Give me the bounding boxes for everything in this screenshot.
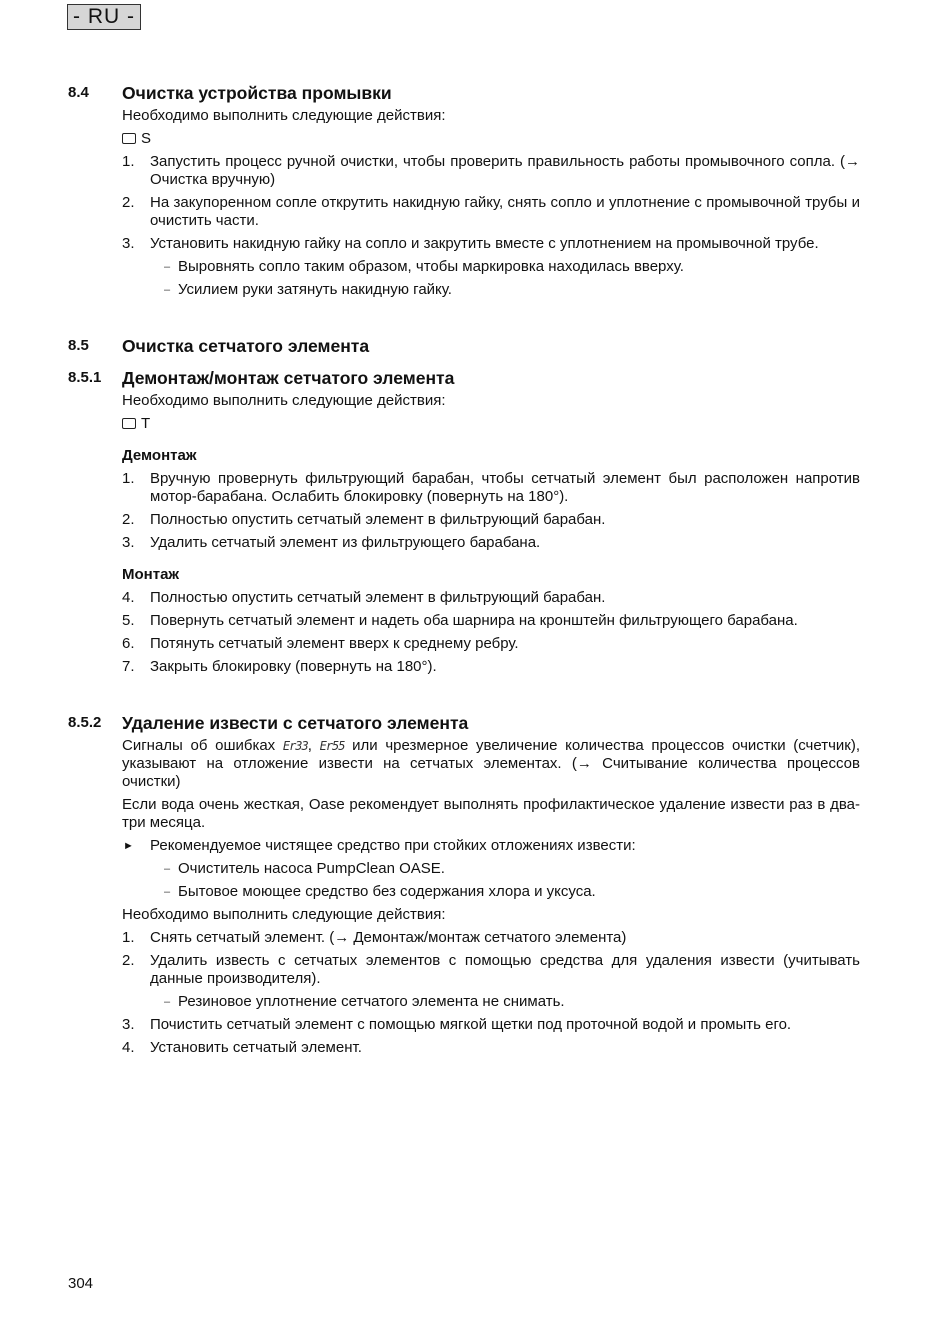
- list-item: 5. Повернуть сетчатый элемент и надеть оба шарнира на кронштейн фильтрующего барабана.: [122, 612, 798, 629]
- checkbox-label: T: [141, 415, 151, 432]
- section-8-5-2: [68, 714, 860, 1057]
- list-item: – Очиститель насоса PumpClean OASE.: [164, 860, 445, 877]
- section-title: Удаление извести с сетчатого элемента: [122, 713, 469, 733]
- step-list: [122, 153, 860, 253]
- list-item: – Бытовое моющее средство без содержания хлора и уксуса.: [164, 883, 596, 900]
- paragraph: Сигналы об ошибках Er33, Er55 или чрезмерное увеличение количества процессов очистки (счетчик), указывают на отложение извести на сетчатых элементах. (→ Считывание количества процессов очистки): [122, 737, 861, 790]
- instruction-intro: Необходимо выполнить следующие действия:: [122, 906, 446, 923]
- section-8-5: [68, 337, 860, 355]
- list-item: 3. Почистить сетчатый элемент с помощью мягкой щетки под проточной водой и промыть его.: [122, 1016, 792, 1033]
- section-title: Демонтаж/монтаж сетчатого элемента: [122, 368, 455, 388]
- checkbox-line: [122, 130, 860, 148]
- step-list: [122, 470, 860, 552]
- subheading-dismount: Демонтаж: [122, 447, 197, 464]
- list-item: 4. Полностью опустить сетчатый элемент в фильтрующий барабан.: [122, 589, 606, 606]
- paragraph: Если вода очень жесткая, Oase рекомендует выполнять профилактическое удаление извести раз в два-три месяца.: [122, 796, 860, 831]
- sub-list: [122, 860, 860, 901]
- section-number: 8.5.1: [68, 369, 102, 386]
- instruction-intro: Необходимо выполнить следующие действия:: [122, 107, 446, 124]
- list-item: 3. Установить накидную гайку на сопло и закрутить вместе с уплотнением на промывочной трубе.: [122, 235, 819, 252]
- step-list: [122, 589, 860, 676]
- sub-list: [122, 993, 860, 1011]
- section-title: Очистка устройства промывки: [122, 83, 392, 103]
- language-tag: - RU -: [67, 4, 141, 30]
- list-item: – Резиновое уплотнение сетчатого элемента не снимать.: [164, 993, 565, 1010]
- section-8-4: [68, 84, 860, 299]
- checkbox-line: [122, 415, 860, 433]
- list-item: 1. Снять сетчатый элемент. (→ Демонтаж/монтаж сетчатого элемента): [122, 929, 627, 946]
- checkbox-icon: [122, 133, 136, 144]
- sub-list: [122, 258, 860, 299]
- section-8-5-1: [68, 369, 860, 676]
- section-number: 8.5: [68, 337, 89, 354]
- section-number: 8.5.2: [68, 714, 102, 731]
- list-item: 4. Установить сетчатый элемент.: [122, 1039, 362, 1056]
- checkbox-icon: [122, 418, 136, 429]
- recommendation: ► Рекомендуемое чистящее средство при стойких отложениях извести:: [123, 837, 636, 854]
- list-item: 2. Полностью опустить сетчатый элемент в фильтрующий барабан.: [122, 511, 606, 528]
- list-item: 2. На закупоренном сопле открутить накидную гайку, снять сопло и уплотнение с промывочной трубы и очистить части.: [122, 194, 860, 229]
- list-item: 1. Вручную провернуть фильтрующий барабан, чтобы сетчатый элемент был расположен напротив мотор-барабана. Ослабить блокировку (повернуть на 180°).: [122, 470, 860, 505]
- list-item: – Усилием руки затянуть накидную гайку.: [164, 281, 452, 298]
- list-item: – Выровнять сопло таким образом, чтобы маркировка находилась вверху.: [164, 258, 684, 275]
- page-content: [68, 84, 860, 1057]
- instruction-intro: Необходимо выполнить следующие действия:: [122, 392, 446, 409]
- list-item: 6. Потянуть сетчатый элемент вверх к среднему ребру.: [122, 635, 519, 652]
- list-item: 1. Запустить процесс ручной очистки, чтобы проверить правильность работы промывочного сопла. (→ Очистка вручную): [122, 153, 860, 188]
- step-list: [122, 1016, 860, 1057]
- checkbox-label: S: [141, 130, 152, 147]
- triangle-bullet-icon: ►: [123, 840, 134, 852]
- error-code: Er33: [282, 739, 308, 753]
- dash-icon: –: [164, 886, 171, 898]
- error-code: Er55: [319, 739, 345, 753]
- subheading-mount: Монтаж: [122, 566, 180, 583]
- dash-icon: –: [164, 261, 171, 273]
- dash-icon: –: [164, 863, 171, 875]
- step-list: [122, 929, 860, 988]
- list-item: 7. Закрыть блокировку (повернуть на 180°).: [122, 658, 437, 675]
- dash-icon: –: [164, 996, 171, 1008]
- list-item: 3. Удалить сетчатый элемент из фильтрующего барабана.: [122, 534, 541, 551]
- page-number: 304: [68, 1275, 94, 1292]
- list-item: 2. Удалить известь с сетчатых элементов с помощью средства для удаления извести (учитывать данные производителя).: [122, 952, 860, 987]
- section-title: Очистка сетчатого элемента: [122, 336, 370, 356]
- section-number: 8.4: [68, 84, 89, 101]
- dash-icon: –: [164, 284, 171, 296]
